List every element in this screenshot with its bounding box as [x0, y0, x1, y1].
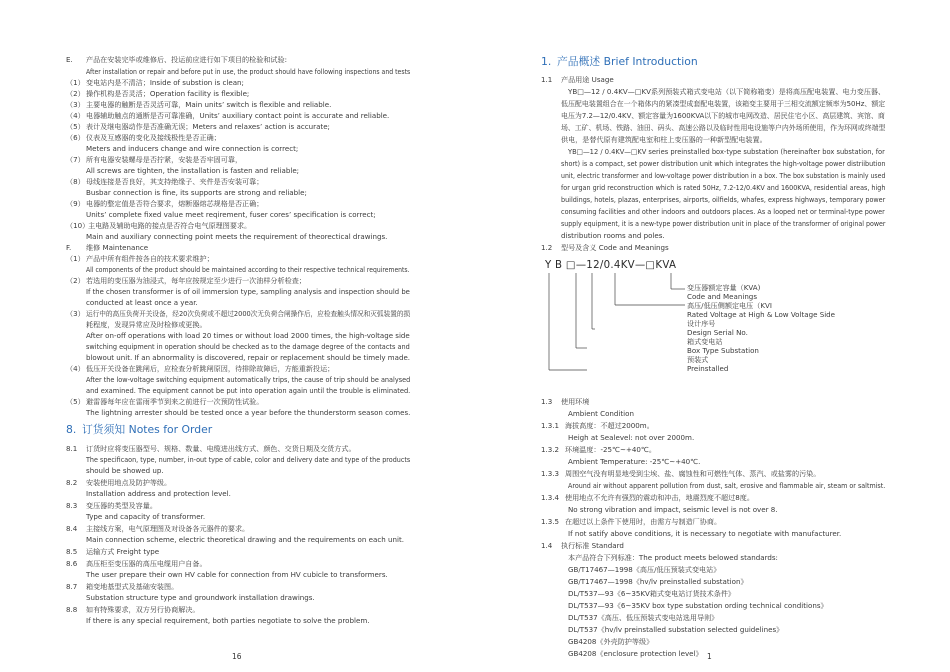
text-line: After the low-voltage switching equipment automatically trips, the cause of trip should be analysed [86, 375, 411, 384]
text-line: 所有电器安装螺母是否拧紧，安装是否牢固可靠， [86, 155, 243, 164]
text-line: If there is any special requirement, both parties negotiate to solve the problem. [86, 616, 370, 625]
text-line: switching equipment in operation should be checked as to the damage degree of the contacts and [86, 342, 410, 351]
item-number: 1.3.4 [541, 493, 560, 502]
code-label: 预装式 [687, 355, 709, 364]
text-line: 主要电器的触断是否灵活可靠，Main units’ switch is flexible and reliable. [86, 100, 332, 109]
text-line: should be showed up. [86, 466, 164, 475]
item-number: F. [66, 243, 72, 252]
item-number: 8.3 [66, 501, 78, 510]
text-line: 产品用途 Usage [561, 75, 614, 84]
item-number: 1.3.2 [541, 445, 560, 454]
text-line: Heigh at Sealevel: not over 2000m. [568, 433, 695, 442]
text-line: GB/T17467—1998《高压/低压预装式变电站》 [568, 565, 721, 574]
text-line: Ambient Condition [568, 409, 634, 418]
item-number: （3） [66, 309, 85, 318]
text-line: DL/T537《高压、低压预装式变电站选用导则》 [568, 613, 719, 622]
text-line: 运输方式 Freight type [86, 547, 160, 556]
text-line: 电器的整定值是否符合要求，熔断器熔芯规格是否正确； [86, 199, 264, 208]
item-number: （5） [66, 397, 85, 406]
text-line: YB□—12 / 0.4KV—□KV系列预装式箱式变电站（以下简称箱变）是将高压配电装置、电力变压器、 [568, 87, 886, 96]
item-number: （4） [66, 111, 85, 120]
section-number: 1. [541, 55, 552, 68]
text-line: DL/T537《hv/lv preinstalled substation selected guidelines》 [568, 625, 784, 634]
code-label: 变压器额定容量（KVA) [687, 283, 761, 292]
item-number: 1.2 [541, 243, 553, 252]
text-line: 环境温度：-25℃~+40℃。 [565, 445, 656, 454]
text-line: DL/T537—93《6~35KV box type substation ording technical conditions》 [568, 601, 828, 610]
text-line: The user prepare their own HV cable for connection from HV cubicle to transformers. [86, 570, 388, 579]
code-label: Preinstalled [687, 364, 729, 373]
text-line: Units’ complete fixed value meet reqirement, fuser cores’ specification is correct; [86, 210, 376, 219]
text-line: 执行标准 Standard [561, 541, 624, 550]
code-label: Code and Meanings [687, 292, 758, 301]
text-line: DL/T537—93《6~35KV箱式变电站订货技术条件》 [568, 589, 736, 598]
item-number: 8.6 [66, 559, 78, 568]
text-line: Main and auxiliary connecting point meets the requirement of theorectical drawings. [86, 232, 388, 241]
text-line: 使用环境 [561, 397, 590, 406]
page-number: 16 [232, 652, 242, 661]
text-line: unit, electric transformer and low-voltage power distribution in a box. The box substation is mainly used [561, 171, 886, 180]
item-number: （7） [66, 155, 85, 164]
text-line: 在超过以上条件下使用时，由需方与制造厂协商。 [565, 517, 722, 526]
item-number: （1） [66, 78, 85, 87]
item-number: （1） [66, 254, 85, 263]
text-line: 变电站内是不清洁；Inside of substion is clean; [86, 78, 244, 87]
item-number: （6） [66, 133, 85, 142]
text-line: Main connection scheme, electric theoretical drawing and the requirements on each unit. [86, 535, 404, 544]
text-line: Installation address and protection level. [86, 489, 231, 498]
model-code: Y B □—12/0.4KV—□KVA [545, 260, 677, 271]
text-line: 场、工矿、机场、铁路、油田、码头、高速公路以及临时性用电设施等户内外场所使用，作为环网或终端型 [561, 123, 886, 132]
text-line: conducted at least once a year. [86, 298, 198, 307]
text-line: No strong vibration and impact, seismic level is not over 8. [568, 505, 778, 514]
item-number: 1.1 [541, 75, 553, 84]
item-number: （4） [66, 364, 85, 373]
text-line: 维修 Maintenance [86, 243, 149, 252]
text-line: 变压器的类型及容量。 [86, 501, 157, 510]
text-line: 海拔高度：不超过2000m。 [565, 421, 654, 430]
item-number: 8.1 [66, 444, 78, 453]
text-line: 型号及含义 Code and Meanings [561, 243, 669, 252]
text-line: Around air without apparent pollution from dust, salt, erosive and flammable air, steam or saltmist. [568, 481, 886, 490]
text-line: 如有特殊要求，双方另行协商解决。 [86, 605, 200, 614]
item-number: 1.3.5 [541, 517, 560, 526]
section-number: 8. [66, 423, 77, 436]
item-number: （5） [66, 122, 85, 131]
text-line: Meters and inducers change and wire connection is correct; [86, 144, 299, 153]
text-line: 低压开关设备在跳闸后，应检查分析跳闸原因，待排除故障后，方能重新投运； [86, 364, 335, 373]
text-line: 产品中所有组件按各自的技术要求维护； [86, 254, 214, 263]
item-number: （9） [66, 199, 85, 208]
item-number: （3） [66, 100, 85, 109]
text-line: Busbar connection is fine, its supports are strong and reliable; [86, 188, 307, 197]
code-label: 箱式变电站 [687, 337, 723, 346]
text-line: If not satify above conditions, it is necessary to negotiate with manufacturer. [568, 529, 842, 538]
text-line: After on-off operations with load 20 times or without load 2000 times, the high-voltage side [86, 331, 410, 340]
text-line: 主接线方案，电气原理图及对设备各元器件的要求。 [86, 524, 250, 533]
text-line: The specificaon, type, number, in-out type of cable, color and delivery date and type of the products [86, 455, 411, 464]
text-line: The lightning arrester should be tested once a year before the thunderstorm season comes. [86, 408, 411, 417]
item-number: 8.8 [66, 605, 78, 614]
text-line: GB/T17467—1998《hv/lv preinstalled substation》 [568, 577, 748, 586]
right-page [475, 0, 950, 672]
item-number: （10） [66, 221, 90, 230]
text-line: 电压为7.2—12/0.4KV、额定容量为1600KVA以下的城市电网改造、居民住宅小区、高层建筑、宾馆、商 [561, 111, 885, 120]
text-line: 订货时应将变压器型号、规格、数量、电缆进出线方式、颜色、交货日期及交货方式。 [86, 444, 356, 453]
text-line: and examined. The equipment cannot be put into operation again until the trouble is eliminated. [86, 386, 411, 395]
code-label: Design Serial No. [687, 328, 748, 337]
item-number: 8.7 [66, 582, 78, 591]
code-label: 设计序号 [687, 319, 716, 328]
text-line: YB□—12 / 0.4KV—□KV series preinstalled box-type substation (hereinafter box substation, for [568, 147, 885, 156]
text-line: short) is a compact, set power distribution unit which integrates the high-voltage power distriibution [561, 159, 886, 168]
text-line: 产品在安装完毕或维修后、投运前应进行如下项目的检验和试验: [86, 55, 288, 64]
text-line: Substation structure type and groundwork installation drawings. [86, 593, 315, 602]
text-line: Type and capacity of transformer. [86, 512, 206, 521]
text-line: buildings, hotels, plazas, enterprises, airports, oilfields, whafes, express highways, temporary power [561, 195, 886, 204]
section-heading: 产品概述 Brief Introduction [557, 55, 698, 68]
text-line: 主电路及辅助电路的接点是否符合电气原理图要求。 [88, 221, 252, 230]
text-line: 安装使用地点及防护等级。 [86, 478, 172, 487]
item-number: 1.3.1 [541, 421, 560, 430]
text-line: Ambient Temperature: -25℃~+40℃. [568, 457, 701, 466]
item-number: （2） [66, 276, 85, 285]
item-number: （2） [66, 89, 85, 98]
item-number: E. [66, 55, 73, 64]
text-line: 周围空气没有明显地受到尘埃、盐、腐蚀性和可燃性气体、蒸汽、或盐雾的污染。 [565, 469, 821, 478]
item-number: 1.4 [541, 541, 553, 550]
text-line: 仪表及互感器的变化及接线极性是否正确； [86, 133, 221, 142]
text-line: All screws are tighten, the installation is fasten and reliable; [86, 166, 300, 175]
text-line: blowout unit. If an abnormality is discovered, repair or replacement should be timely made. [86, 353, 411, 362]
text-line: If the chosen transformer is of oil immersion type, sampling analysis and inspection should be [86, 287, 410, 296]
text-line: 操作机构是否灵活；Operation facility is flexible; [86, 89, 250, 98]
code-label: 高压/低压侧额定电压（KVI [687, 301, 772, 310]
text-line: distribution rooms and poles. [561, 231, 665, 240]
page-number: 1 [707, 652, 712, 661]
text-line: 供电，是替代原有建筑配电室和柱上变压器的一种新型配电装置。 [561, 135, 767, 144]
text-line: 运行中的高压负荷开关设备，经20次负荷或不超过2000次无负荷合闸操作后，应检查触头情况和灭弧装置的损 [86, 309, 411, 318]
text-line: supply equipment, it is a new-type power distribution unit in place of the transformer of original power [561, 219, 886, 228]
code-label: Box Type Substation [687, 346, 759, 355]
text-line: 使用地点不允许有强烈的震动和冲击，地震烈度不超过8度。 [565, 493, 754, 502]
item-number: 8.5 [66, 547, 78, 556]
text-line: 本产品符合下列标准：The product meets belowed standards: [568, 553, 778, 562]
text-line: 耗程度，发现异常应及时检修或更换。 [86, 320, 207, 329]
item-number: 1.3 [541, 397, 553, 406]
code-label: Rated Voltage at High & Low Voltage Side [687, 310, 836, 319]
item-number: 1.3.3 [541, 469, 560, 478]
text-line: All components of the product should be maintained according to their respective technical requirements. [86, 265, 410, 274]
item-number: 8.4 [66, 524, 78, 533]
text-line: 箱变地基型式及基础安装图。 [86, 582, 179, 591]
text-line: 低压配电装置组合在一个箱体内的紧凑型成套配电装置，该箱变主要用于三相交流额定频率为50Hz、额定 [561, 99, 886, 108]
text-line: consuming facilities and other indoors and outdoors places. As a looped net or terminal-type power [561, 207, 885, 216]
text-line: After installation or repair and before put in use, the product should have following inspections and tests [86, 67, 411, 76]
text-line: GB4208《enclosure protection level》 [568, 649, 703, 658]
text-line: 若选用的变压器为油浸式，每年应按规定至少进行一次油样分析检查； [86, 276, 306, 285]
text-line: GB4208《外壳防护等级》 [568, 637, 654, 646]
text-line: 表计及继电器动作是否准确无误；Meters and relaxes’ action is accurate; [86, 122, 330, 131]
text-line: 电器辅助触点的通断是否可靠准确，Units’ auxiliary contact point is accurate and reliable. [86, 111, 390, 120]
text-line: 高压柜至变压器的高压电缆用户自备。 [86, 559, 207, 568]
section-heading: 订货须知 Notes for Order [82, 423, 213, 436]
item-number: （8） [66, 177, 85, 186]
text-line: for urgan grid reconstruction which is rated 50Hz, 7.2-12/0.4KV and 1600KVA, residential areas, high [561, 183, 886, 192]
text-line: 避雷器每年应在雷雨季节到来之前进行一次预防性试验。 [86, 397, 264, 406]
item-number: 8.2 [66, 478, 78, 487]
text-line: 母线连接是否良好，其支持绝缘子、夹件是否安装可靠； [86, 177, 264, 186]
